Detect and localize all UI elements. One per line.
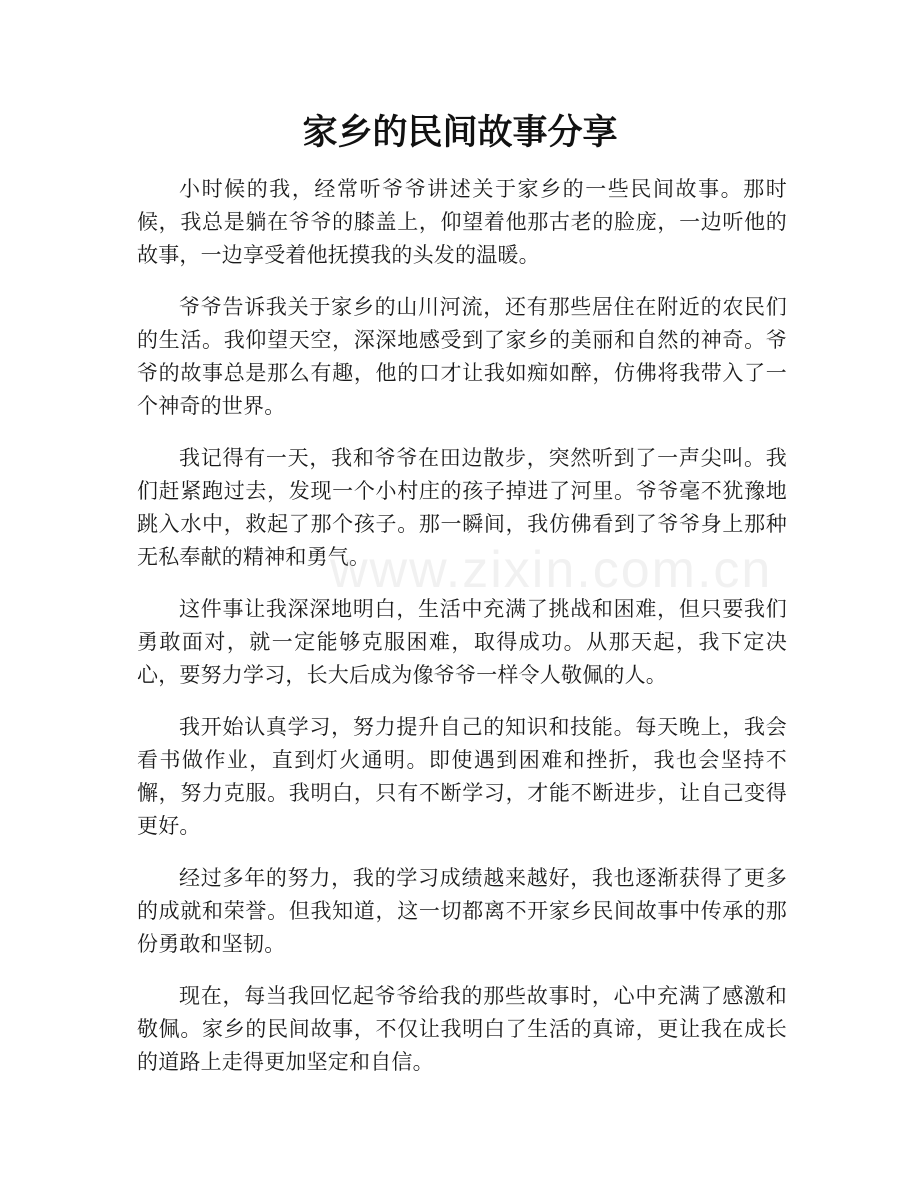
document-title: 家乡的民间故事分享 — [302, 113, 618, 153]
paragraph: 我开始认真学习，努力提升自己的知识和技能。每天晚上，我会看书做作业，直到灯火通明。即使遇到困难和挫折，我也会坚持不懈，努力克服。我明白，只有不断学习，才能不断进步，让自己变得更好。 — [137, 715, 787, 838]
paragraph: 这件事让我深深地明白，生活中充满了挑战和困难，但只要我们勇敢面对，就一定能够克服困难，取得成功。从那天起，我下定决心，要努力学习，长大后成为像爷爷一样令人敬佩的人。 — [137, 597, 787, 687]
paragraph: 小时候的我，经常听爷爷讲述关于家乡的一些民间故事。那时候，我总是躺在爷爷的膝盖上，仰望着他那古老的脸庞，一边听他的故事，一边享受着他抚摸我的头发的温暖。 — [137, 177, 787, 267]
paragraph: 我记得有一天，我和爷爷在田边散步，突然听到了一声尖叫。我们赶紧跑过去，发现一个小村庄的孩子掉进了河里。爷爷毫不犹豫地跳入水中，救起了那个孩子。那一瞬间，我仿佛看到了爷爷身上那种无私奉献的精神和勇气。 — [137, 446, 787, 569]
watermark: www.zixin.com.cn — [330, 541, 773, 599]
paragraph: 经过多年的努力，我的学习成绩越来越好，我也逐渐获得了更多的成就和荣誉。但我知道，这一切都离不开家乡民间故事中传承的那份勇敢和坚韧。 — [137, 866, 787, 956]
document-body — [137, 173, 787, 1098]
paragraph: 爷爷告诉我关于家乡的山川河流，还有那些居住在附近的农民们的生活。我仰望天空，深深地感受到了家乡的美丽和自然的神奇。爷爷的故事总是那么有趣，他的口才让我如痴如醉，仿佛将我带入了一个神奇的世界。 — [137, 295, 787, 418]
paragraph: 现在，每当我回忆起爷爷给我的那些故事时，心中充满了感激和敬佩。家乡的民间故事，不仅让我明白了生活的真谛，更让我在成长的道路上走得更加坚定和自信。 — [137, 984, 787, 1074]
